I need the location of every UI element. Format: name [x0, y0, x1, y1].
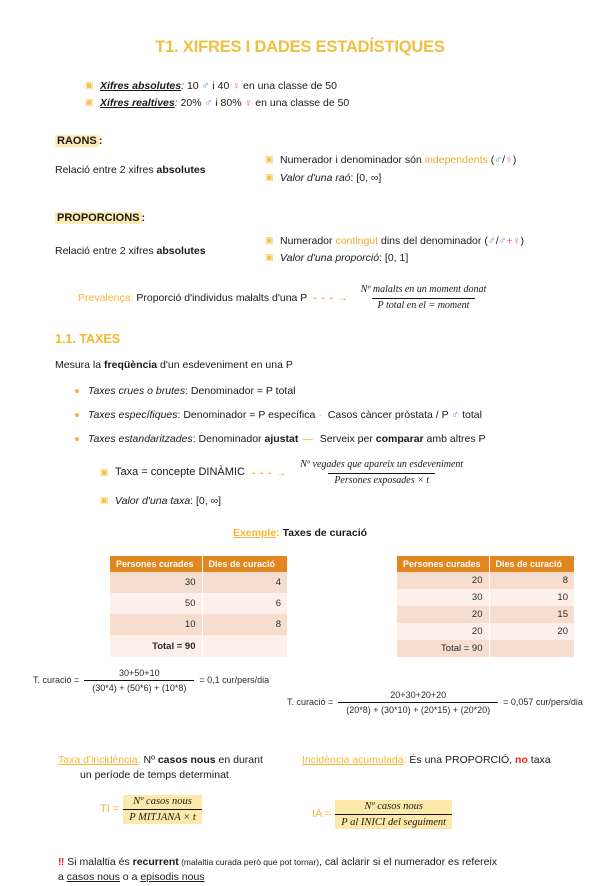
list-item	[265, 171, 600, 186]
female-symbol-icon: ♀	[505, 154, 513, 167]
table-row	[110, 614, 287, 635]
table-row	[397, 572, 574, 589]
table-cell: 8	[202, 614, 287, 635]
table-cell: 6	[202, 593, 287, 614]
dot-bullet-icon	[75, 389, 79, 393]
dashed-arrow-icon: - - - →	[251, 467, 288, 479]
intro-term: Xifres absolutes	[100, 80, 182, 92]
intro-rest-c: en una classe de 50	[240, 80, 337, 92]
raons-label: RAONS	[57, 135, 97, 148]
male-symbol-icon: ♂	[487, 234, 496, 247]
prop-b1-value: : [0, 1]	[379, 252, 409, 265]
taxes-b1-dash: ·	[318, 408, 322, 421]
calc-right	[287, 689, 583, 716]
list-item	[75, 408, 600, 423]
section-heading-taxes: 1.1. TAXES	[55, 332, 121, 347]
formula-numerator: Nº malalts en un moment donat	[360, 284, 487, 296]
prop-b0-close: )	[520, 234, 524, 247]
taxes-b1-rest: : Denominador = P específica	[177, 408, 316, 421]
intro-rest-b: i 80%	[212, 97, 245, 110]
intro-rest-b: i 40	[209, 80, 233, 92]
female-symbol-icon: ♀	[244, 97, 253, 110]
calc-left-fraction	[84, 667, 194, 694]
dashed-arrow-icon: - - - →	[313, 292, 349, 304]
dot-bullet-icon	[75, 437, 79, 441]
ti-formula	[123, 795, 202, 824]
exemple-colon: :	[276, 527, 280, 540]
list-item	[75, 384, 600, 399]
taxes-b2-rest: : Denominador	[192, 432, 265, 445]
table-header-row	[397, 556, 574, 572]
table-cell: 8	[489, 572, 574, 589]
male-symbol-icon: ♂	[451, 408, 460, 421]
taxes-b2-dash: —	[302, 432, 313, 445]
proporcions-label: PROPORCIONS	[57, 211, 140, 224]
exemple-label: Exemple	[232, 527, 277, 540]
square-bullet-icon: ▣	[265, 234, 274, 245]
list-item	[265, 251, 600, 266]
ti-text-b: en durant	[215, 753, 263, 766]
taxes-intro-b: d'un esdeveniment en una P	[157, 359, 293, 372]
table-cell-total: Total = 90	[397, 640, 489, 657]
male-symbol-icon: ♂	[494, 154, 503, 167]
footnote-text-b: , cal aclarir si el numerador es refereix	[319, 856, 498, 869]
raons-section	[55, 131, 600, 187]
raons-colon: :	[98, 135, 103, 148]
taxa-dinamic-text: Taxa = concepte DINÀMIC	[115, 466, 245, 479]
raons-left-a: Relació entre 2 xifres	[55, 164, 157, 177]
table-cell: 4	[202, 572, 287, 593]
list-item	[75, 432, 600, 447]
formula-numerator: 30+50+10	[119, 667, 160, 678]
ti-text-bold: casos nous	[157, 753, 216, 766]
list-item	[100, 459, 600, 487]
prevalenca-row	[78, 284, 600, 312]
footnote-text-a: Si malaltia és	[64, 856, 133, 869]
formula-denominator: (20*8) + (30*10) + (20*15) + (20*20)	[338, 702, 498, 716]
table-cell: 50	[110, 593, 202, 614]
dot-bullet-icon	[75, 413, 79, 417]
raons-heading	[55, 131, 600, 149]
square-bullet-icon: ▣	[100, 495, 109, 506]
table-row-total	[110, 635, 287, 656]
footnote-line2	[58, 870, 580, 885]
prop-b0-post: dins del denominador (	[378, 234, 488, 247]
taxes-intro-a: Mesura la	[55, 359, 105, 372]
exemple-title: Taxes de curació	[279, 527, 368, 540]
female-symbol-icon: ♀	[512, 234, 521, 247]
list-item	[265, 234, 600, 249]
table-row	[110, 593, 287, 614]
square-bullet-icon: ▣	[85, 80, 94, 90]
male-symbol-icon: ♂	[201, 80, 210, 92]
calc-left-result: = 0,1 cur/pers/dia	[199, 675, 270, 686]
raons-b1-value: : [0, ∞]	[350, 171, 382, 184]
square-bullet-icon: ▣	[265, 171, 274, 182]
incidencia-acumulada-label: Incidència acumulada	[302, 753, 404, 766]
formula-numerator: 20+30+20+20	[390, 689, 447, 700]
incidencia-acumulada-colon: :	[403, 753, 407, 766]
taxes-b2-bold2: comparar	[375, 432, 424, 445]
proporcions-heading	[55, 208, 600, 226]
table-header-row	[110, 556, 287, 572]
male-symbol-icon: ♂	[498, 234, 507, 247]
formula-numerator: Nº vegades que apareix un esdeveniment	[300, 459, 464, 471]
table-cell: 30	[397, 589, 489, 606]
proporcions-colon: :	[141, 211, 146, 224]
proporcions-section	[55, 208, 600, 268]
table-row	[397, 589, 574, 606]
intro-rest-a: 20%	[177, 97, 205, 110]
raons-left-bold: absolutes	[156, 164, 206, 177]
taxes-b0-rest: : Denominador = P total	[185, 384, 296, 397]
intro-sep: :	[174, 97, 178, 110]
column-header: Persones curades	[397, 556, 489, 572]
table-cell: 20	[397, 606, 489, 623]
taxes-section	[55, 332, 600, 509]
taxes-b2-term: Taxes estandaritzades	[88, 432, 193, 445]
raons-b0-accent: independents	[424, 154, 488, 167]
table-cell	[202, 635, 287, 656]
prevalenca-label: Prevalença	[78, 291, 131, 304]
male-symbol-icon: ♂	[204, 97, 213, 110]
incidencia-row	[0, 753, 600, 829]
ti-text-a: Nº	[140, 753, 158, 766]
list-item	[100, 494, 600, 509]
intro-sep: :	[181, 80, 185, 92]
square-bullet-icon: ▣	[85, 97, 94, 108]
prop-b0-pre: Numerador	[280, 234, 336, 247]
taxes-intro	[55, 358, 600, 373]
formula-denominator: Persones exposades × t	[328, 473, 435, 488]
taxes-b1-tail: Casos càncer pròstata / P	[324, 408, 452, 421]
taxes-b0-term: Taxes crues o brutes	[88, 384, 186, 397]
prevalenca-colon: :	[130, 291, 134, 304]
raons-left-text	[55, 163, 265, 178]
ia-accent-no: no	[515, 753, 528, 766]
intro-term: Xifres realtives	[100, 97, 175, 110]
table-cell: 10	[110, 614, 202, 635]
ia-formula-row	[312, 800, 580, 829]
calcs-row	[0, 667, 600, 729]
taxa-formula	[294, 459, 469, 487]
column-header: Dies de curació	[489, 556, 574, 572]
taxa-valor-italic: Valor d'una taxa	[115, 495, 191, 508]
list-item	[265, 153, 600, 168]
footnote-line2-b: o a	[119, 871, 141, 884]
prop-b1-italic: Valor d'una proporció	[280, 252, 380, 265]
formula-numerator: Nº casos nous	[133, 796, 192, 808]
ti-line2: un període de temps determinat	[80, 768, 229, 781]
taxa-incidencia-colon: :	[137, 753, 141, 766]
formula-denominator: P al INICI del seguiment	[335, 814, 452, 829]
ia-formula	[335, 800, 452, 829]
list-item	[85, 96, 600, 111]
raons-b0-pre: Numerador i denominador són	[280, 154, 425, 167]
ti-formula-label: TI =	[100, 802, 120, 815]
square-bullet-icon: ▣	[100, 467, 109, 478]
prevalenca-text: Proporció d'individus malalts d'una P	[133, 291, 308, 304]
table-row-total	[397, 640, 574, 657]
prop-b0-slash: /	[495, 234, 499, 247]
incidencia-left	[58, 753, 288, 829]
table-right	[397, 556, 574, 657]
calc-right-label: T. curació =	[287, 697, 334, 708]
intro-rest-c: en una classe de 50	[252, 97, 350, 110]
table-row	[397, 606, 574, 623]
prevalenca-formula	[355, 284, 493, 312]
column-header: Dies de curació	[202, 556, 287, 572]
prop-b0-accent: contingut	[335, 234, 379, 247]
proporcions-left-bold: absolutes	[156, 244, 206, 257]
table-cell: 20	[397, 572, 489, 589]
raons-b0-slash: /	[502, 154, 506, 167]
taxes-b2-tail2: amb altres P	[423, 432, 486, 445]
tables-row	[0, 556, 600, 657]
taxes-b2-bold: ajustat	[264, 432, 299, 445]
ti-formula-row	[100, 795, 288, 824]
ia-formula-label: IA =	[312, 807, 332, 820]
calc-left-label: T. curació =	[33, 675, 80, 686]
taxes-b1-tail2: total	[459, 408, 482, 421]
proporcions-left-a: Relació entre 2 xifres	[55, 244, 157, 257]
prop-b0-plus: +	[506, 234, 513, 247]
raons-b0-close: )	[512, 154, 517, 167]
footnote-line1	[58, 855, 580, 870]
exemple-heading	[0, 523, 600, 541]
female-symbol-icon: ♀	[232, 80, 241, 92]
document-page	[0, 38, 600, 886]
taxes-bullet-list	[75, 384, 600, 448]
calc-right-result: = 0,057 cur/pers/dia	[503, 697, 583, 708]
table-cell	[489, 640, 574, 657]
column-header: Persones curades	[110, 556, 202, 572]
calc-right-fraction	[338, 689, 498, 716]
proporcions-bullets	[265, 232, 600, 268]
raons-b1-italic: Valor d'una raó	[280, 171, 351, 184]
ia-text-b: taxa	[527, 753, 551, 766]
raons-bullets	[265, 151, 600, 187]
incidencia-acumulada-heading	[302, 753, 580, 768]
table-cell: 20	[397, 623, 489, 640]
table-cell: 30	[110, 572, 202, 593]
footnote-link-episodis-nous[interactable]: episodis nous	[140, 871, 205, 884]
taxes-intro-bold: freqüència	[104, 359, 158, 372]
taxa-valor-value: : [0, ∞]	[190, 495, 222, 508]
formula-denominator: (30*4) + (50*6) + (10*8)	[84, 680, 194, 694]
footnote-bold: recurrent	[132, 856, 179, 869]
incidencia-right	[302, 753, 580, 829]
table-row	[110, 572, 287, 593]
taxes-sub-bullets	[100, 459, 600, 509]
footnote-paren: (malaltia curada però que pot tornar)	[178, 857, 320, 868]
proporcions-left-text	[55, 244, 265, 259]
warning-icon: ‼	[58, 856, 65, 869]
taxes-b2-tail: Serveix per	[316, 432, 376, 445]
table-row	[397, 623, 574, 640]
formula-denominator: P MITJANA × t	[123, 809, 202, 824]
footnote	[58, 855, 580, 885]
table-cell: 20	[489, 623, 574, 640]
taxa-incidencia-label: Taxa d'incidència	[58, 753, 138, 766]
table-cell: 15	[489, 606, 574, 623]
formula-numerator: Nº casos nous	[364, 800, 424, 812]
square-bullet-icon: ▣	[265, 154, 274, 165]
footnote-link-casos-nous[interactable]: casos nous	[66, 871, 120, 884]
table-left	[110, 556, 287, 657]
raons-b0-post: (	[487, 154, 495, 167]
square-bullet-icon: ▣	[265, 252, 274, 263]
page-title: T1. XIFRES I DADES ESTADÍSTIQUES	[155, 38, 445, 56]
table-cell: 10	[489, 589, 574, 606]
intro-list	[85, 79, 600, 111]
footnote-line2-a: a	[58, 871, 67, 884]
list-item	[85, 79, 600, 94]
table-cell-total: Total = 90	[110, 635, 202, 656]
taxa-incidencia-heading	[58, 753, 288, 768]
calc-left	[33, 667, 269, 694]
formula-denominator: P total en el = moment	[372, 298, 476, 313]
ia-text-a: És una PROPORCIÓ,	[406, 753, 516, 766]
taxes-b1-term: Taxes específiques	[88, 408, 178, 421]
intro-rest-a: 10	[184, 80, 202, 92]
